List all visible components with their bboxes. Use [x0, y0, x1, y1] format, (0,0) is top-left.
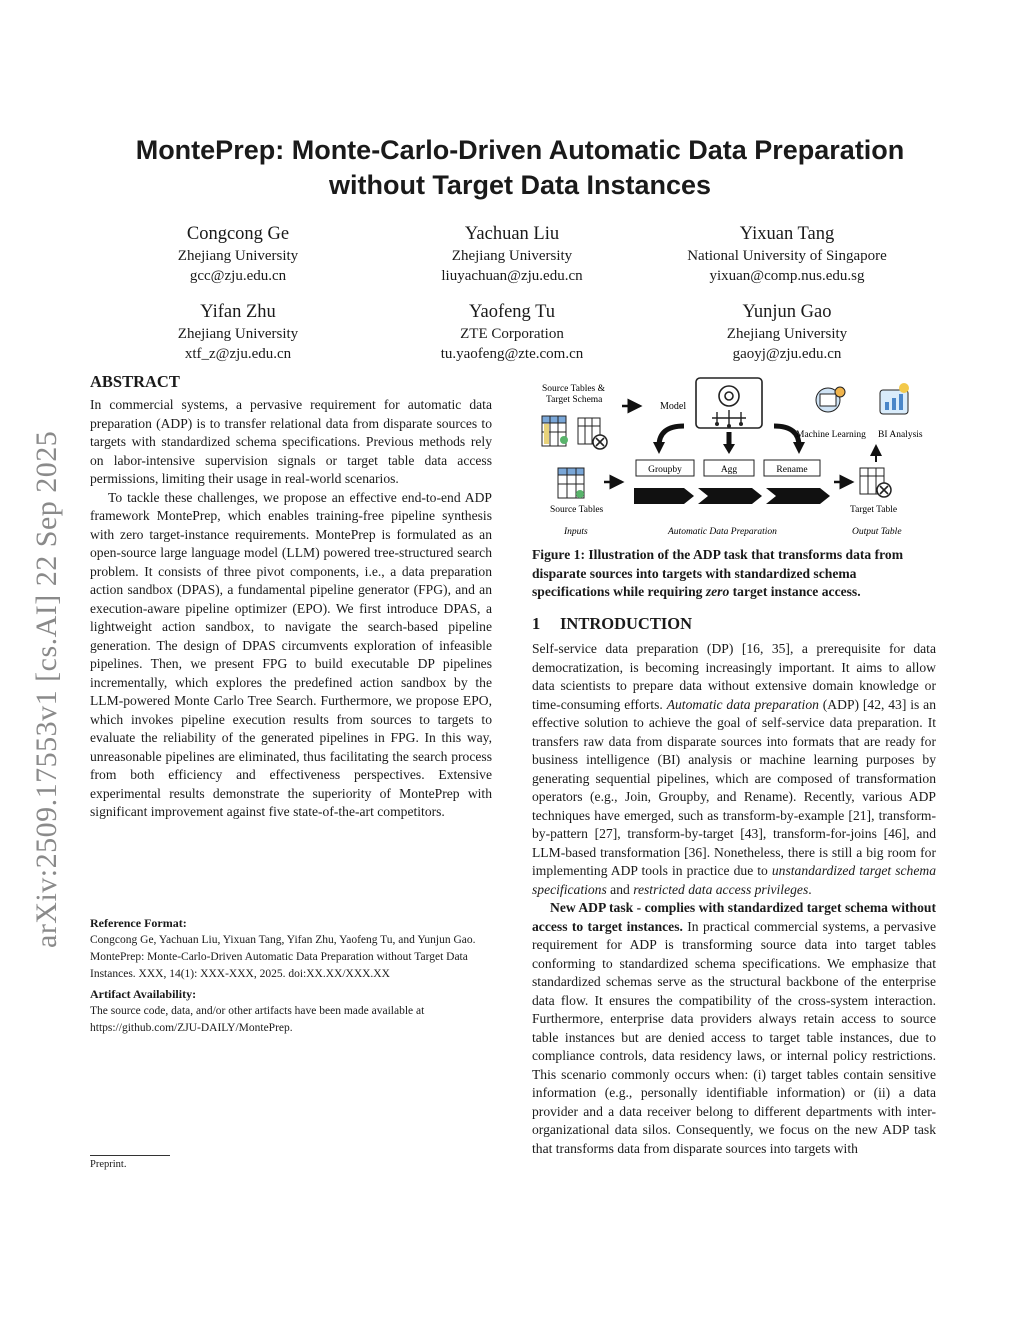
intro-paragraph-2: New ADP task - complies with standardized target schema without access to target instances. In practical commercial systems, a pervasive requirement for ADP is transforming source data into target tables conforming to standardized schema specifications. We emphasize that standardized schemas serve as the structural backbone of the enterprise data flow. It ensures the compatibility of the cross-system interaction. Furthermore, enterprise data providers always retain access to source table instances but are denied access to target table instances, due to compliance controls, data residency laws, or internal policy restrictions. This scenario commonly occurs when: (i) target tables contain sensitive information (e.g., personally identifiable information) or (ii) a data provider and a data receiver belong to different departments with inter-organizational data silos. Consequently, we focus on the new ADP task that transforms data from disparate sources into targets with — [532, 900, 936, 1156]
source-table-icon — [542, 416, 568, 446]
source-tables-icon — [558, 468, 584, 498]
op-label-groupby: Groupby — [648, 465, 682, 475]
title-line-2: without Target Data Instances — [328, 170, 712, 200]
caption-text-emphasis: zero — [705, 584, 730, 599]
section-title: INTRODUCTION — [560, 614, 693, 633]
target-schema-icon — [578, 418, 607, 449]
author-affiliation: Zhejiang University — [726, 326, 848, 342]
reference-format-label: Reference Format: — [90, 916, 187, 930]
introduction-section — [532, 614, 936, 1158]
model-gear-icon — [696, 378, 762, 428]
abstract-paragraph-2: To tackle these challenges, we propose an effective end-to-end ADP framework MontePrep, which enables training-free pipeline synthesis with zero target-instance requirements. MontePrep is formulated as an open-source large language model (LLM) powered tree-structured search problem. It consists of three pivot components, i.e., a data preparation action sandbox (DPAS), a fundamental pipeline generator (FPG), and an execution-aware pipeline optimizer (EPO). We first introduce DPAS, a lightweight action sandbox, to navigate the search-based pipeline generation. The design of DPAS circumvents exploration of infeasible pipelines. Then, we present FPG to build executable DP pipelines incrementally, which explores the predefined action sandbox by the LLM-powered Monte Carlo Tree Search. Furthermore, we propose EPO, which invokes pipeline execution results from sources to targets to evaluate the reliability of the generated pipelines in FPG. In this way, unreasonable pipelines are eliminated, thus facilitating the search process from both efficiency and effectiveness perspectives. Extensive experimental results demonstrate the superiority of MontePrep with significant improvement against five state-of-the-art competitors. — [90, 489, 492, 819]
caption-text-pre: Figure 1: Illustration of the ADP task that transforms data from disparate sources into targets with standardized schema specifications while requiring — [532, 547, 904, 599]
author-name: Yachuan Liu — [464, 224, 560, 244]
author-name: Yixuan Tang — [739, 224, 835, 244]
title-line-1: MontePrep: Monte-Carlo-Driven Automatic Data Preparation — [135, 135, 905, 165]
author-email[interactable]: yixuan@comp.nus.edu.sg — [709, 268, 865, 284]
author-email[interactable]: xtf_z@zju.edu.cn — [184, 346, 292, 362]
author-name: Congcong Ge — [186, 224, 290, 244]
author-affiliation: Zhejiang University — [451, 248, 573, 264]
pipeline-flow-bar — [634, 488, 830, 504]
author-name: Yunjun Gao — [742, 302, 832, 322]
target-table-icon — [860, 468, 891, 497]
label-output-table: Output Table — [852, 527, 902, 537]
author-block — [362, 222, 662, 286]
section-number: 1 — [532, 614, 541, 633]
author-block — [362, 300, 662, 364]
figure-1-diagram — [534, 374, 938, 540]
caption-text-post: target instance access. — [729, 584, 861, 599]
author-affiliation: National University of Singapore — [687, 248, 887, 264]
figure-1 — [534, 374, 938, 540]
author-block — [88, 300, 388, 364]
introduction-heading — [532, 614, 936, 634]
label-target-table: Target Table — [850, 505, 898, 515]
artifact-label: Artifact Availability: — [90, 987, 197, 1001]
abstract-paragraph-1: In commercial systems, a pervasive requirement for automatic data preparation (ADP) is to transfer relational data from disparate sources to targets with standardized schema specifications. Previous methods rely on labor-intensive supervision signals or target table data access permissions, limiting their usage in real-world scenarios. — [90, 397, 492, 486]
op-label-agg: Agg — [720, 465, 738, 475]
intro-paragraph-2-lead: New ADP task - complies with standardized target schema without access to target instances. — [532, 900, 936, 934]
label-automatic-data-preparation: Automatic Data Preparation — [668, 527, 777, 537]
reference-format-text: Congcong Ge, Yachuan Liu, Yixuan Tang, Yifan Zhu, Yaofeng Tu, and Yunjun Gao. MontePrep: Monte-Carlo-Driven Automatic Data Preparation without Target Data Instances. XXX, 14(1): XXX-XXX, 2025. doi:XX.XX/XXX.XX — [90, 934, 476, 980]
author-name: Yaofeng Tu — [468, 302, 556, 322]
machine-learning-icon — [816, 387, 845, 412]
figure-1-caption — [532, 546, 936, 602]
author-affiliation: Zhejiang University — [177, 326, 299, 342]
label-inputs: Inputs — [564, 527, 588, 537]
paper-title — [80, 133, 960, 203]
author-block — [637, 300, 937, 364]
author-email[interactable]: gaoyj@zju.edu.cn — [732, 346, 842, 362]
author-email[interactable]: gcc@zju.edu.cn — [189, 268, 287, 284]
arxiv-side-stamp: arXiv:2509.17553v1 [cs.AI] 22 Sep 2025 — [30, 430, 63, 948]
author-affiliation: Zhejiang University — [177, 248, 299, 264]
reference-format-block — [90, 915, 492, 1037]
label-model: Model — [660, 401, 687, 412]
label-source-target-schema-1: Source Tables & — [542, 384, 606, 394]
abstract-section — [90, 372, 492, 822]
author-affiliation: ZTE Corporation — [460, 326, 564, 342]
author-block — [637, 222, 937, 286]
footnote: Preprint. — [90, 1159, 127, 1170]
label-machine-learning: Machine Learning — [796, 430, 866, 440]
author-name: Yifan Zhu — [200, 302, 276, 322]
footnote-rule — [90, 1155, 170, 1156]
bi-analysis-icon — [880, 383, 909, 414]
intro-paragraph-1: Self-service data preparation (DP) [16, 35], a prerequisite for data democratization, is becoming increasingly important. It aims to allow data scientists to prepare data without extensive domain knowledge or time-consuming efforts. Automatic data preparation (ADP) [42, 43] is an effective solution to achieve the goal of self-service data preparation. It transfers raw data from disparate sources into formats that are ready for business intelligence (BI) analysis or machine learning purposes by generating sequential pipelines, which are composed of transformation operators (e.g., Join, Groupby, and Rename). Recently, various ADP techniques have emerged, such as transform-by-example [21], transform-by-pattern [27], transform-by-target [43], transform-for-joins [46], and LLM-based transformation [36]. Nonetheless, there is still a big room for implementing ADP tools in practice due to unstandardized target schema specifications and restricted data access privileges. — [532, 641, 936, 897]
author-email[interactable]: tu.yaofeng@zte.com.cn — [440, 346, 584, 362]
abstract-heading: ABSTRACT — [90, 372, 180, 391]
author-block — [88, 222, 388, 286]
artifact-text: The source code, data, and/or other artifacts have been made available at https://github.com/ZJU-DAILY/MontePrep. — [90, 1005, 425, 1034]
label-source-target-schema-2: Target Schema — [546, 395, 603, 405]
op-label-rename: Rename — [776, 465, 808, 475]
label-source-tables: Source Tables — [550, 505, 604, 515]
label-bi-analysis: BI Analysis — [878, 430, 923, 440]
author-email[interactable]: liuyachuan@zju.edu.cn — [441, 268, 583, 284]
